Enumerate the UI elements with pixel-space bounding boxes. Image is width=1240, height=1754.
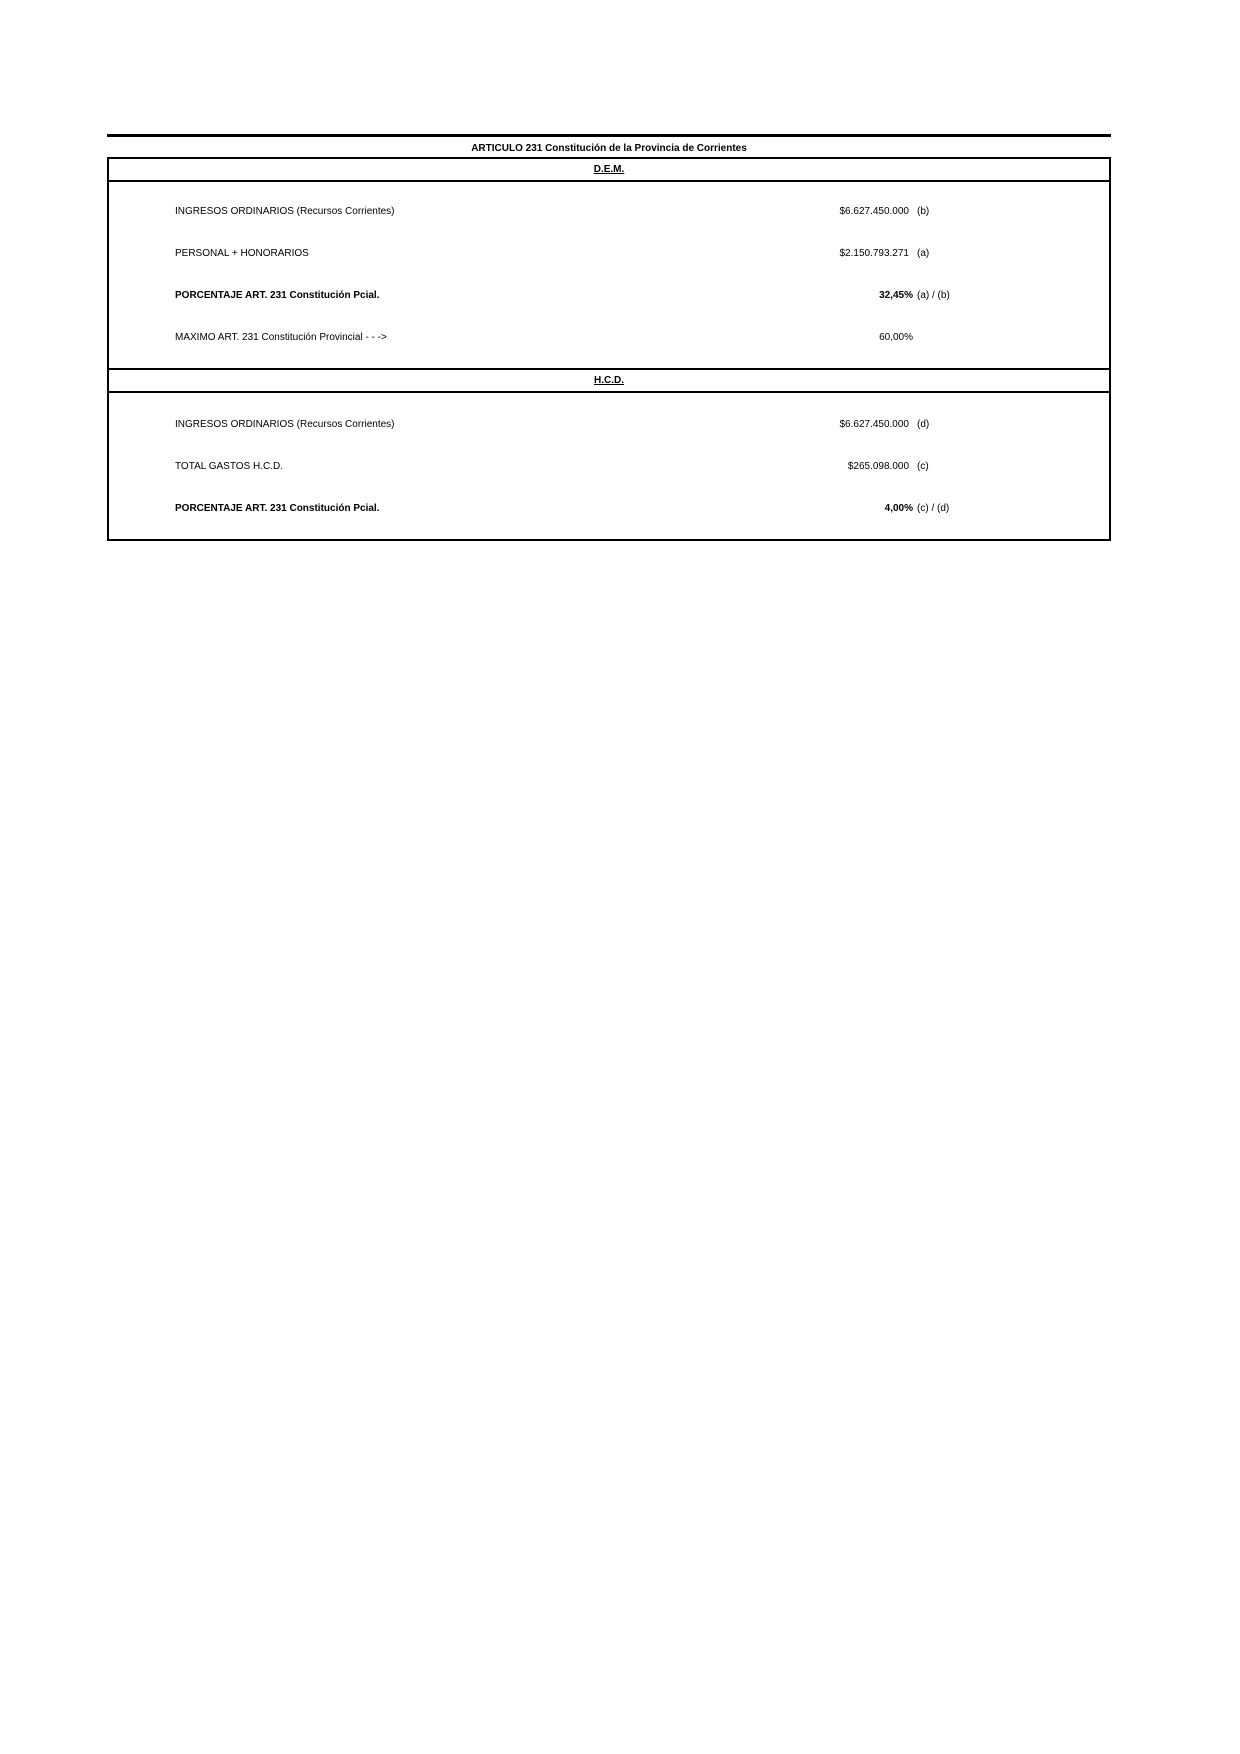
row-label: INGRESOS ORDINARIOS (Recursos Corrientes) — [175, 419, 395, 430]
row-note: (b) — [917, 206, 930, 217]
row-value: $6.627.450.000 — [839, 206, 909, 217]
row-value: $2.150.793.271 — [839, 248, 909, 259]
hcd-header — [109, 370, 1109, 393]
row-label: PERSONAL + HONORARIOS — [175, 248, 309, 259]
row-label: INGRESOS ORDINARIOS (Recursos Corrientes) — [175, 206, 395, 217]
row-label: MAXIMO ART. 231 Constitución Provincial - - -> — [175, 332, 387, 343]
hcd-row-total-gastos — [109, 460, 1109, 474]
row-label: PORCENTAJE ART. 231 Constitución Pcial. — [175, 290, 380, 301]
dem-heading: D.E.M. — [593, 164, 625, 175]
dem-header — [109, 159, 1109, 182]
hcd-row-ingresos — [109, 418, 1109, 432]
dem-row-personal — [109, 247, 1109, 261]
row-value: 4,00% — [884, 503, 913, 514]
row-value: 32,45% — [879, 290, 913, 301]
row-label: TOTAL GASTOS H.C.D. — [175, 461, 283, 472]
row-label: PORCENTAJE ART. 231 Constitución Pcial. — [175, 503, 380, 514]
row-note: (a) / (b) — [917, 290, 950, 301]
hcd-row-porcentaje — [109, 502, 1109, 516]
row-value: $265.098.000 — [847, 461, 909, 472]
row-note: (c) — [917, 461, 929, 472]
dem-row-porcentaje — [109, 289, 1109, 303]
row-value: 60,00% — [879, 332, 913, 343]
dem-row-maximo — [109, 331, 1109, 345]
row-note: (c) / (d) — [917, 503, 950, 514]
dem-row-ingresos — [109, 205, 1109, 219]
dem-section — [107, 157, 1111, 370]
hcd-section — [107, 368, 1111, 541]
row-note: (d) — [917, 419, 930, 430]
document-title: ARTICULO 231 Constitución de la Provincia de Corrientes — [471, 143, 747, 154]
top-rule — [107, 134, 1111, 137]
row-value: $6.627.450.000 — [839, 419, 909, 430]
row-note: (a) — [917, 248, 930, 259]
hcd-heading: H.C.D. — [594, 375, 624, 386]
